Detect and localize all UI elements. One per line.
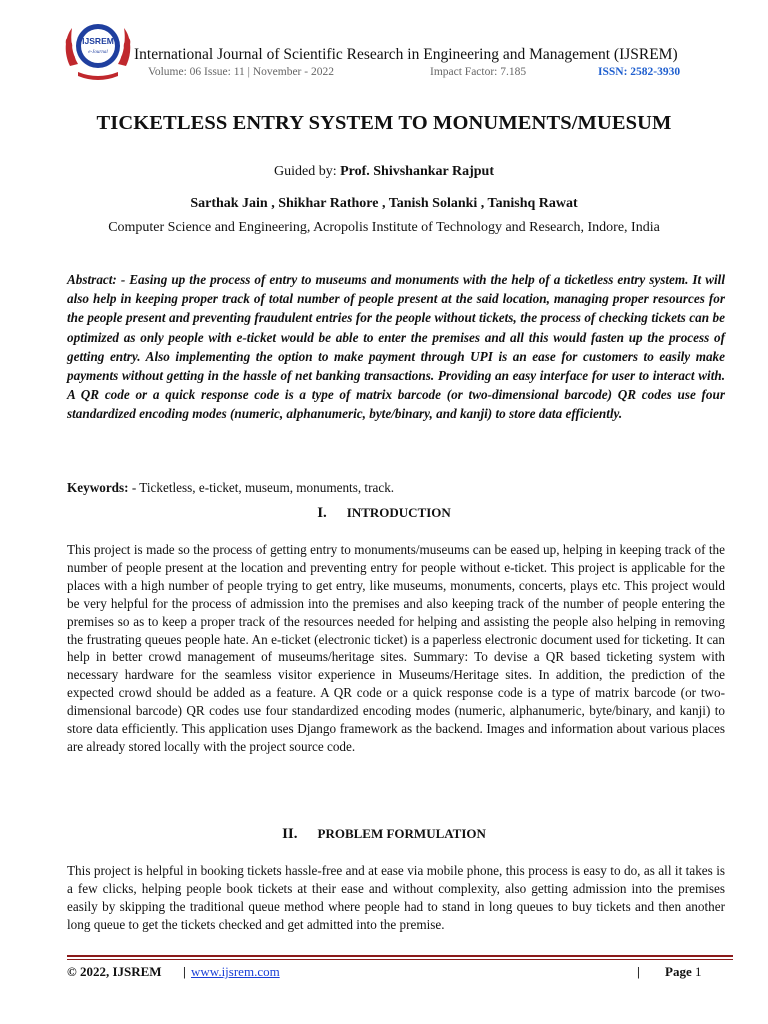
logo-subtext: e-Journal <box>88 50 108 55</box>
footer-separator: | <box>183 964 186 979</box>
keywords-list: - Ticketless, e-ticket, museum, monuments, track. <box>128 480 395 495</box>
guided-by <box>0 164 768 180</box>
footer-rule <box>67 955 733 957</box>
section-heading-problem-formulation <box>0 826 768 843</box>
footer-copyright: © 2022, IJSREM <box>67 964 162 979</box>
section-title: INTRODUCTION <box>346 505 451 520</box>
impact-factor: Impact Factor: 7.185 <box>430 66 527 78</box>
footer-separator: | <box>637 964 640 979</box>
journal-website-link[interactable]: www.ijsrem.com <box>191 964 280 979</box>
section-number: II. <box>282 826 298 842</box>
affiliation: Computer Science and Engineering, Acropolis Institute of Technology and Research, Indore, India <box>108 220 660 235</box>
abstract: Abstract: - Easing up the process of entry to museums and monuments with the help of a ticketless entry system. It will also help in keeping proper track of total number of people present at the said location, managing proper resources for the people present and preventing fraudulent entries for the people without tickets, the process of checking tickets can be optimized as only people with e-ticket would be able to enter the premises and all this would fasten up the process of getting entry. Also implementing the option to make payment through UPI is an ease for customers to easily make payments without getting in the hassle of net banking transactions. Providing an easy interface for user to interact with. A QR code or a quick response code is a type of matrix barcode (or two-dimensional barcode) QR codes use four standardized encoding modes (numeric, alphanumeric, byte/binary, and kanji) to store data efficiently. <box>67 272 725 422</box>
page-number-value: 1 <box>694 964 702 979</box>
paper-title: TICKETLESS ENTRY SYSTEM TO MONUMENTS/MUESUM <box>96 112 672 134</box>
journal-title: International Journal of Scientific Research in Engineering and Management (IJSREM) <box>134 46 678 63</box>
page-footer <box>67 964 733 984</box>
keywords-label: Keywords: <box>67 480 129 495</box>
guided-label: Guided by: <box>273 164 341 179</box>
introduction-paragraph: This project is made so the process of getting entry to monuments/museums can be eased up, helping in keeping track of the number of people present at the location and preventing entry for people without e-ticket. This project is applicable for the places with a high number of people trying to get entry, like museums, monuments, concerts, plays etc. This project would be very helpful for the process of admission into the premises and also keeping track of the number of people entering the premises so as to keep a proper track of the resources needed for helping and assisting the people also helping in removing the frustrating queues people hate. An e-ticket (electronic ticket) is a paperless electronic document used for ticketing. It can help in better crowd management of museums/heritage sites. Summary: To devise a QR based ticketing system with necessary hardware for the seamless visitor experience in Museums/Heritage sites. In addition, the prediction of the expected crowd should be added as a feature. A QR code or a quick response code is a type of matrix barcode (or two-dimensional barcode) QR codes use four standardized encoding modes (numeric, alphanumeric, byte/binary, and kanji) to store data efficiently. This application uses Django framework as the backend. Images and information about various places are already stored locally with the project source code. <box>67 542 725 754</box>
journal-volume: Volume: 06 Issue: 11 | November - 2022 <box>148 66 334 78</box>
guide-name: Prof. Shivshankar Rajput <box>340 164 495 179</box>
footer-rule-thin <box>67 959 733 960</box>
keywords <box>67 480 725 496</box>
page-number <box>665 964 701 980</box>
page-label: Page <box>665 964 695 979</box>
ijsrem-logo-icon <box>62 14 134 82</box>
section-heading-introduction <box>0 505 768 522</box>
author-list: Sarthak Jain , Shikhar Rathore , Tanish Solanki , Tanishq Rawat <box>190 196 578 211</box>
problem-formulation-paragraph: This project is helpful in booking tickets hassle-free and at ease via mobile phone, this process is easy to do, as all it takes is a few clicks, helping people book tickets at their ease and without complexity, also getting admission into the premises easily by skipping the traditional queue method where people had to stand in long queues to buy tickets and then another long queue to get the tickets checked and get admitted into the premise. <box>67 863 725 932</box>
section-title: PROBLEM FORMULATION <box>317 826 486 841</box>
issn: ISSN: 2582-3930 <box>598 66 681 78</box>
logo-text: IJSREM <box>82 36 114 46</box>
section-number: I. <box>317 505 327 521</box>
